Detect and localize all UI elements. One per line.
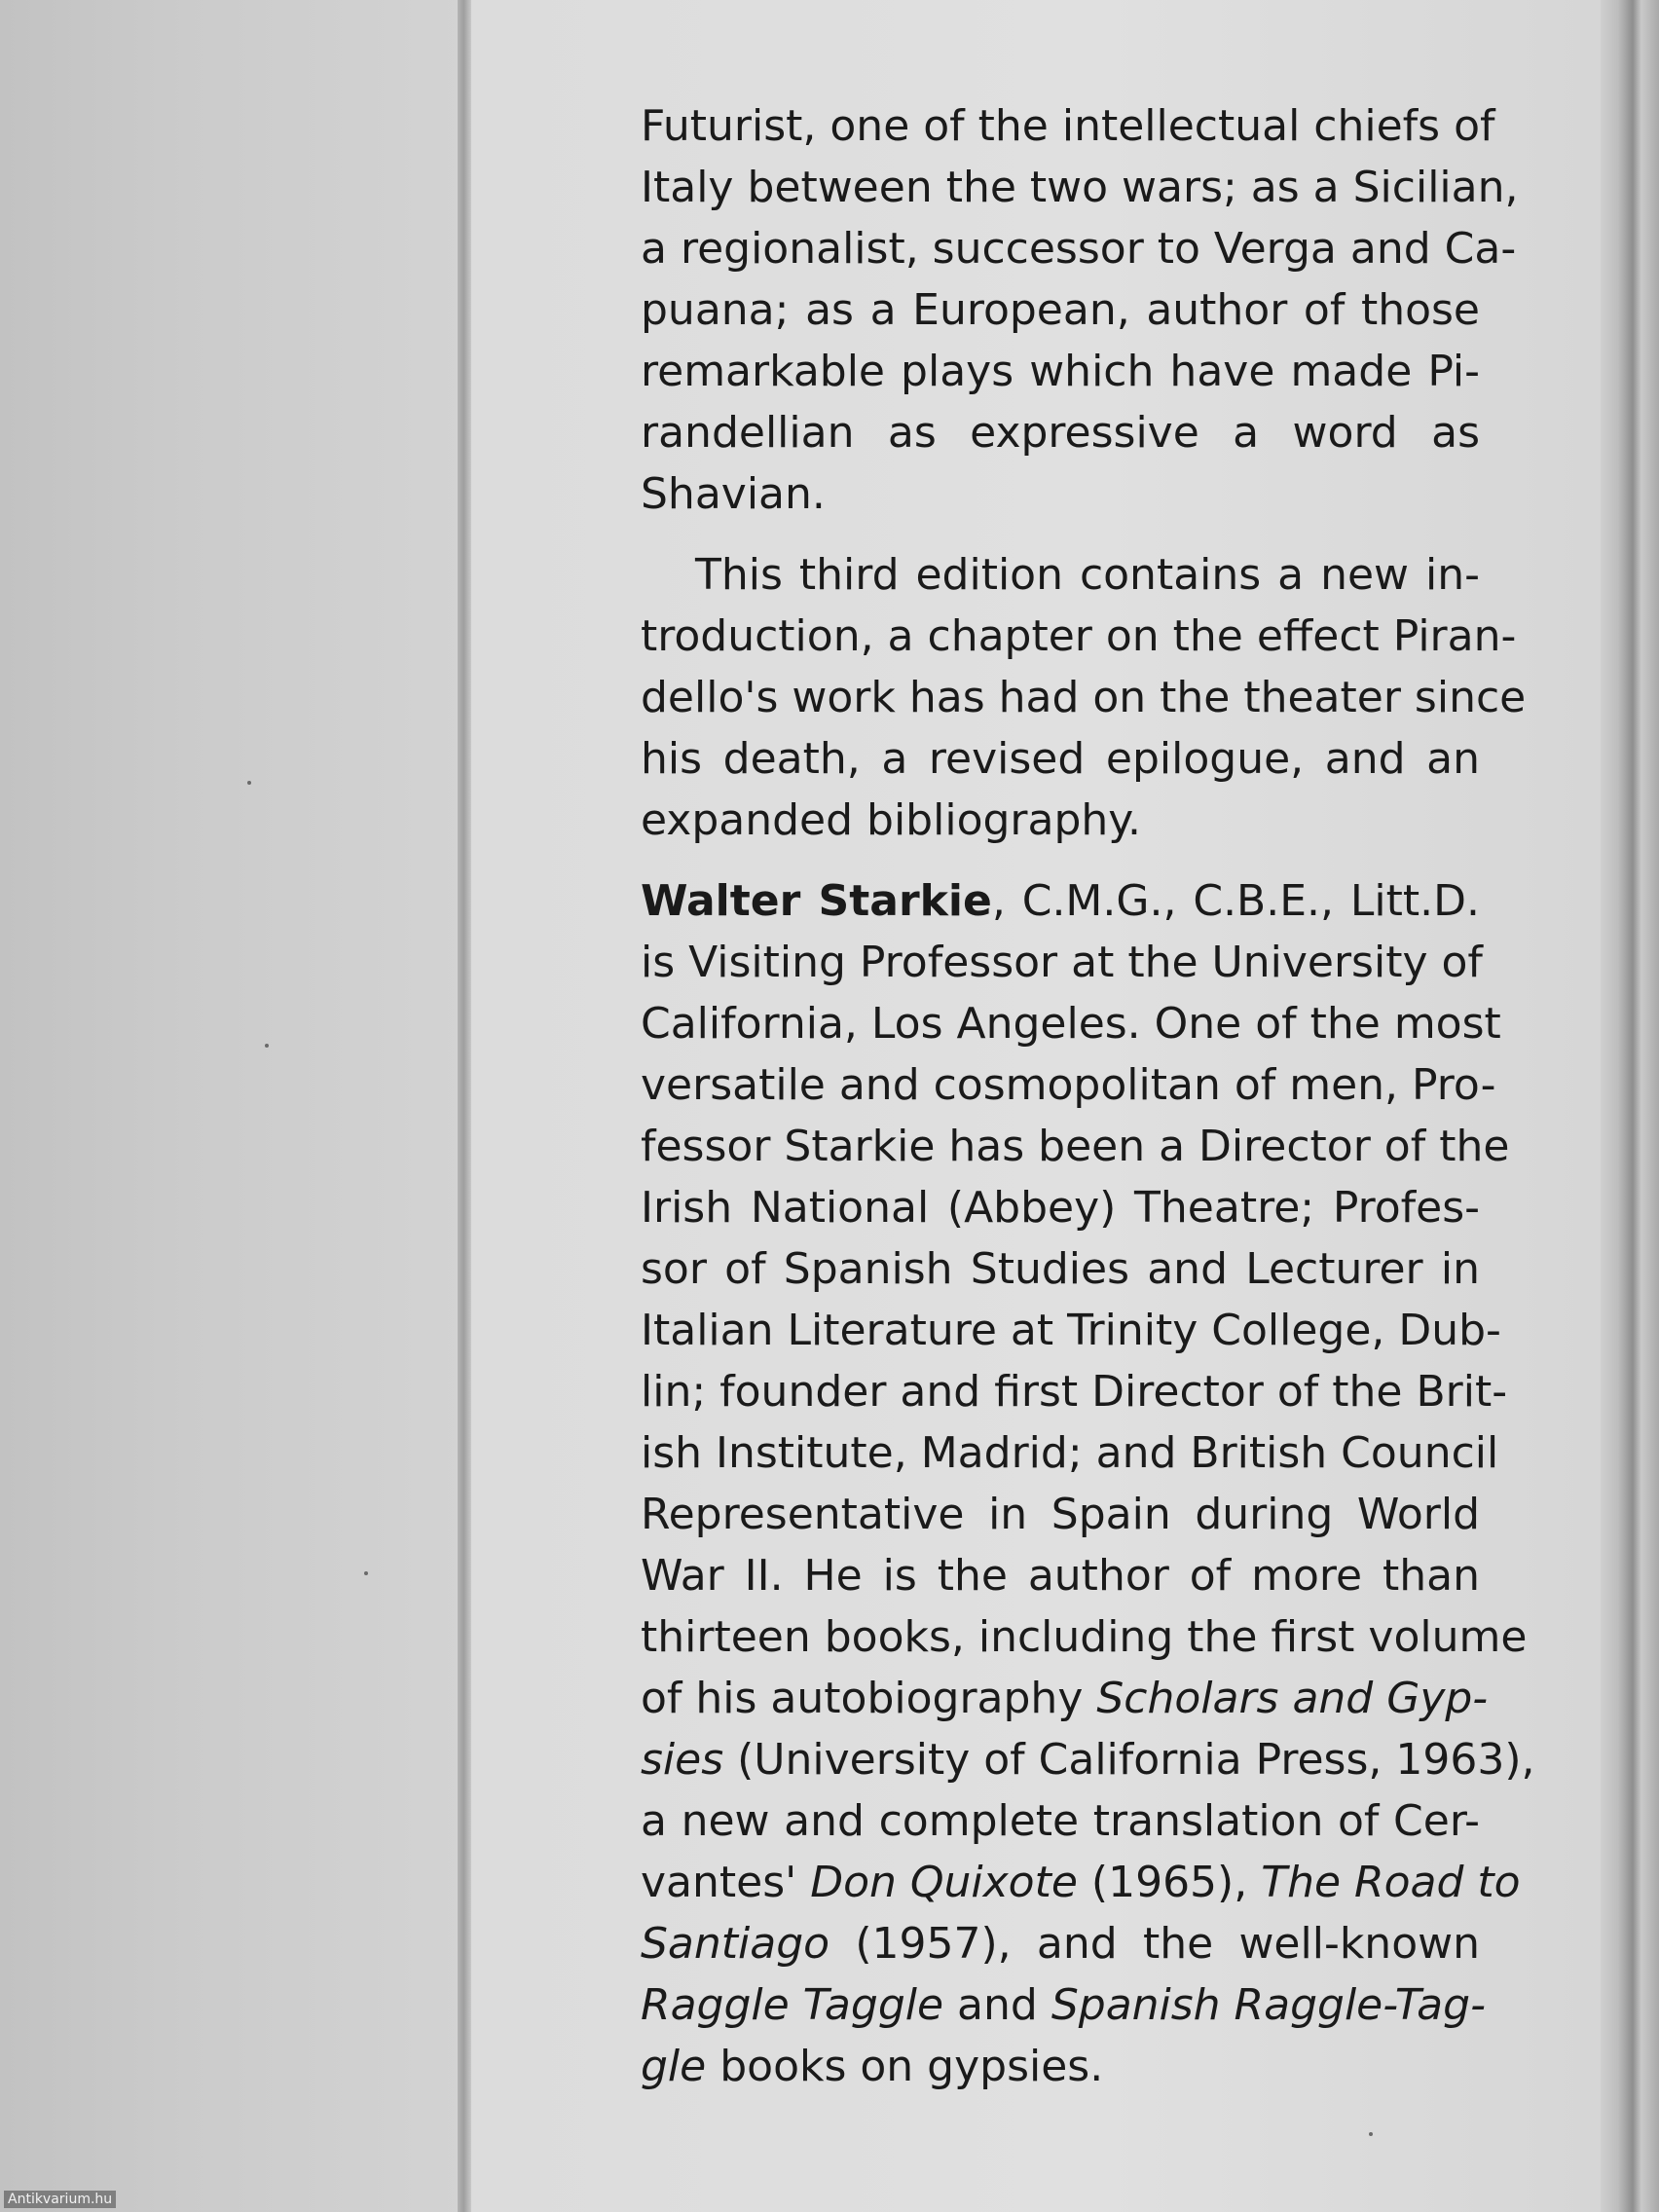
text-line: a regionalist, successor to Verga and Ca- <box>641 224 1517 274</box>
text-fragment: and <box>943 1980 1051 2030</box>
text-fragment: of his autobiography <box>641 1674 1097 1723</box>
book-title-road-to-santiago: Santiago <box>641 1919 830 1969</box>
text-line <box>641 2036 1480 2097</box>
text-line: ish Institute, Madrid; and British Council <box>641 1428 1499 1478</box>
text-line: remarkable plays which have made Pi- <box>641 347 1480 396</box>
text-fragment: (1965), <box>1077 1858 1262 1907</box>
author-name: Walter Starkie <box>641 876 992 926</box>
text-line: California, Los Angeles. One of the most <box>641 999 1501 1049</box>
text-line: dello's work has had on the theater since <box>641 673 1527 722</box>
text-line: is Visiting Professor at the University of <box>641 938 1483 987</box>
book-title-raggle-taggle: Raggle Taggle <box>641 1980 944 2030</box>
book-title-scholars-and-gypsies: Scholars and Gyp- <box>1096 1674 1489 1723</box>
text-line: War II. He is the author of more than <box>641 1551 1480 1601</box>
text-line: expanded bibliography. <box>641 795 1142 845</box>
text-line <box>641 1913 1480 1974</box>
book-title-road-to-santiago: The Road to <box>1261 1858 1521 1907</box>
book-title-spanish-raggle-taggle: gle <box>641 2042 707 2091</box>
paper-speck <box>364 1571 368 1575</box>
paragraph-third-edition <box>641 544 1527 851</box>
text-fragment: (University of California Press, 1963), <box>723 1735 1535 1785</box>
text-line: Representative in Spain during World <box>641 1490 1480 1539</box>
book-title-don-quixote: Don Quixote <box>810 1858 1078 1907</box>
fold-shadow <box>458 0 471 2212</box>
text-line: puana; as a European, author of those <box>641 285 1480 335</box>
text-line <box>641 1852 1521 1913</box>
book-title-scholars-and-gypsies: sies <box>641 1735 724 1785</box>
jacket-flap-text <box>641 95 1535 2097</box>
book-title-spanish-raggle-taggle: Spanish Raggle-Tag- <box>1051 1980 1486 2030</box>
text-line: This third edition contains a new in- <box>695 550 1480 600</box>
paper-speck <box>247 781 251 785</box>
paper-speck <box>265 1044 269 1048</box>
text-line <box>641 1974 1486 2036</box>
text-line: randellian as expressive a word as <box>641 408 1480 458</box>
book-spine-edge <box>1601 0 1659 2212</box>
paper-speck <box>1369 2132 1373 2136</box>
text-line: Irish National (Abbey) Theatre; Profes- <box>641 1183 1480 1233</box>
text-line: troduction, a chapter on the effect Piran- <box>641 611 1517 661</box>
text-line: Italy between the two wars; as a Sicilian, <box>641 163 1519 212</box>
text-line: thirteen books, including the first volume <box>641 1612 1528 1662</box>
text-fragment: (1957), and the well-known <box>830 1919 1480 1969</box>
text-line <box>641 870 1480 932</box>
watermark: Antikvarium.hu <box>4 2191 116 2208</box>
paragraph-author-bio <box>641 870 1535 2097</box>
text-line: his death, a revised epilogue, and an <box>641 734 1480 784</box>
text-line <box>641 1668 1489 1729</box>
text-line: Futurist, one of the intellectual chiefs of <box>641 101 1495 151</box>
paragraph-pirandello-roles <box>641 95 1519 525</box>
author-credentials: , C.M.G., C.B.E., Litt.D. <box>991 876 1480 926</box>
text-line: versatile and cosmopolitan of men, Pro- <box>641 1060 1496 1110</box>
left-flap-page <box>0 0 463 2212</box>
text-line: Italian Literature at Trinity College, Dub- <box>641 1306 1501 1355</box>
text-line: lin; founder and first Director of the Brit- <box>641 1367 1508 1417</box>
text-line: a new and complete translation of Cer- <box>641 1796 1480 1846</box>
text-line: Shavian. <box>641 469 826 519</box>
text-fragment: vantes' <box>641 1858 811 1907</box>
text-line: sor of Spanish Studies and Lecturer in <box>641 1244 1480 1294</box>
text-line <box>641 1729 1535 1790</box>
text-fragment: books on gypsies. <box>706 2042 1104 2091</box>
text-line: fessor Starkie has been a Director of the <box>641 1122 1510 1171</box>
